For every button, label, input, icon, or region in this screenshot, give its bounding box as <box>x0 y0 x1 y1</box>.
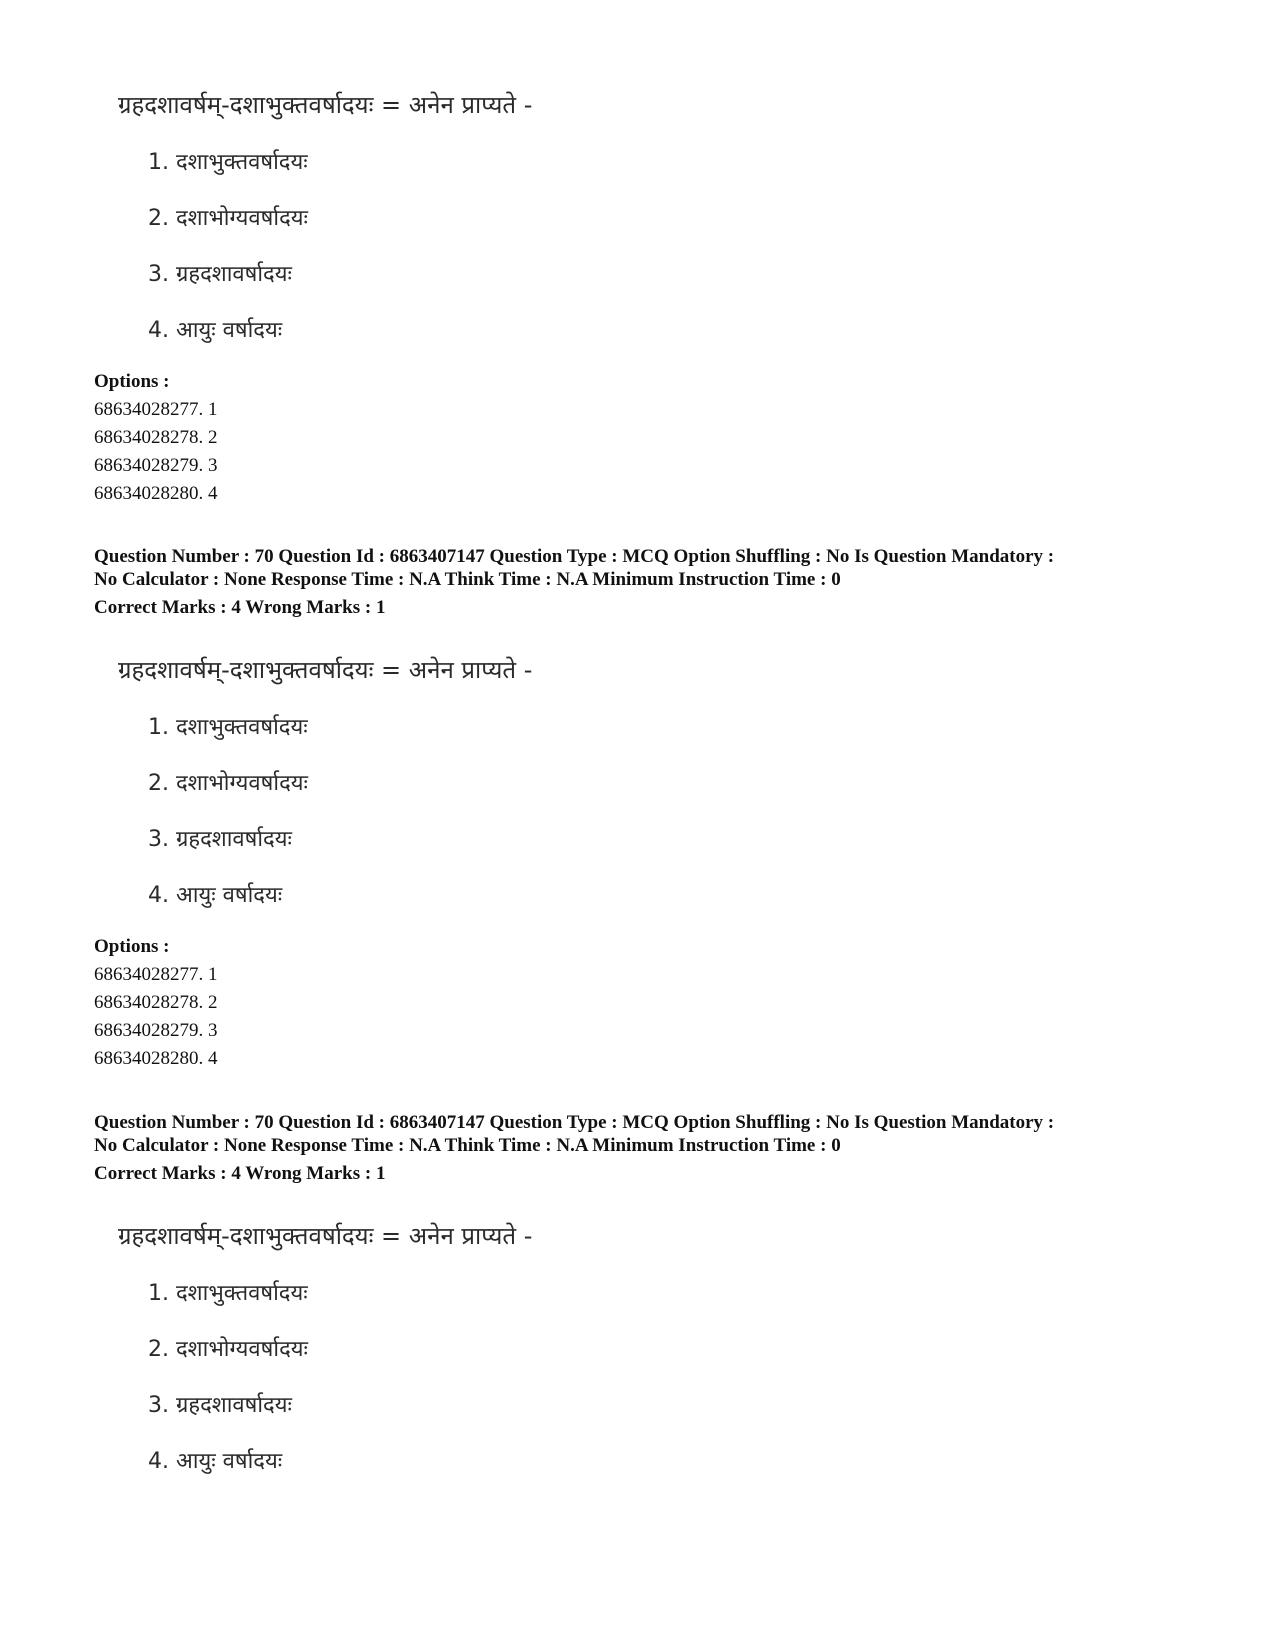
question-text: ग्रहदशावर्षम्-दशाभुक्तवर्षादयः = अनेन प्राप्यते - <box>118 656 533 684</box>
question-meta-line-2: No Calculator : None Response Time : N.A Think Time : N.A Minimum Instruction Time : 0 <box>94 1135 841 1156</box>
option-line: 68634028279. 3 <box>94 455 218 476</box>
option-line: 68634028278. 2 <box>94 992 218 1013</box>
choice-2: 2. दशाभोग्यवर्षादयः <box>148 771 308 796</box>
choice-2: 2. दशाभोग्यवर्षादयः <box>148 1337 308 1362</box>
choice-1: 1. दशाभुक्तवर्षादयः <box>148 715 308 740</box>
choice-3: 3. ग्रहदशावर्षादयः <box>148 1393 292 1418</box>
choice-3: 3. ग्रहदशावर्षादयः <box>148 827 292 852</box>
question-meta-line-1: Question Number : 70 Question Id : 6863407147 Question Type : MCQ Option Shuffling : No Is Question Mandatory : <box>94 546 1055 567</box>
choice-2: 2. दशाभोग्यवर्षादयः <box>148 206 308 231</box>
choice-4: 4. आयुः वर्षादयः <box>148 1449 283 1474</box>
question-marks: Correct Marks : 4 Wrong Marks : 1 <box>94 597 386 618</box>
choice-4: 4. आयुः वर्षादयः <box>148 883 283 908</box>
choice-4: 4. आयुः वर्षादयः <box>148 318 283 343</box>
question-meta-line-2: No Calculator : None Response Time : N.A Think Time : N.A Minimum Instruction Time : 0 <box>94 569 841 590</box>
choice-1: 1. दशाभुक्तवर्षादयः <box>148 1281 308 1306</box>
option-line: 68634028277. 1 <box>94 964 218 985</box>
choice-1: 1. दशाभुक्तवर्षादयः <box>148 150 308 175</box>
options-heading: Options : <box>94 936 170 957</box>
choice-3: 3. ग्रहदशावर्षादयः <box>148 262 292 287</box>
option-line: 68634028277. 1 <box>94 399 218 420</box>
option-line: 68634028278. 2 <box>94 427 218 448</box>
option-line: 68634028279. 3 <box>94 1020 218 1041</box>
option-line: 68634028280. 4 <box>94 483 218 504</box>
option-line: 68634028280. 4 <box>94 1048 218 1069</box>
question-text: ग्रहदशावर्षम्-दशाभुक्तवर्षादयः = अनेन प्राप्यते - <box>118 1222 533 1250</box>
question-marks: Correct Marks : 4 Wrong Marks : 1 <box>94 1163 386 1184</box>
options-heading: Options : <box>94 371 170 392</box>
question-text: ग्रहदशावर्षम्-दशाभुक्तवर्षादयः = अनेन प्राप्यते - <box>118 91 533 119</box>
question-meta-line-1: Question Number : 70 Question Id : 6863407147 Question Type : MCQ Option Shuffling : No Is Question Mandatory : <box>94 1112 1055 1133</box>
